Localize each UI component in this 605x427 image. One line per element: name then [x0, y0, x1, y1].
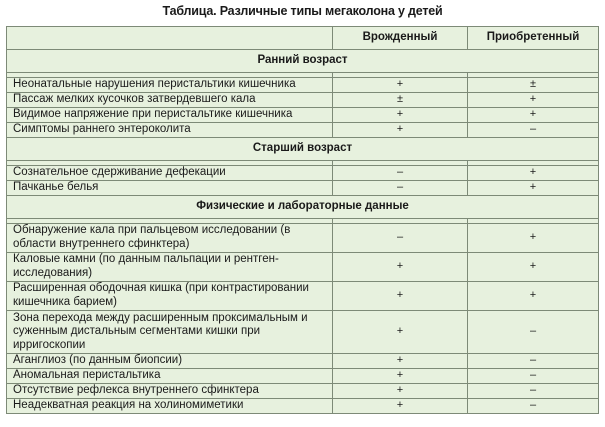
acquired-value: – — [468, 399, 599, 414]
table-row — [7, 399, 599, 414]
row-name: Неадекватная реакция на холиномиметики — [7, 399, 333, 414]
acquired-value: + — [468, 181, 599, 196]
table-row — [7, 311, 599, 354]
acquired-value: + — [468, 224, 599, 253]
table-row — [7, 123, 599, 138]
acquired-value: – — [468, 369, 599, 384]
row-name: Отсутствие рефлекса внутреннего сфинктера — [7, 384, 333, 399]
acquired-value: + — [468, 108, 599, 123]
section-row-early-age — [7, 50, 599, 73]
header-row — [7, 27, 599, 50]
acquired-value: + — [468, 282, 599, 311]
table-row — [7, 93, 599, 108]
section-row-older-age — [7, 138, 599, 161]
table-row — [7, 282, 599, 311]
congenital-value: + — [333, 384, 468, 399]
congenital-value: + — [333, 253, 468, 282]
acquired-value: ± — [468, 78, 599, 93]
row-name: Симптомы раннего энтероколита — [7, 123, 333, 138]
congenital-value: + — [333, 108, 468, 123]
row-name: Аганглиоз (по данным биопсии) — [7, 354, 333, 369]
table-row — [7, 354, 599, 369]
congenital-value: + — [333, 282, 468, 311]
row-name: Пачканье белья — [7, 181, 333, 196]
table-row — [7, 384, 599, 399]
congenital-value: + — [333, 78, 468, 93]
table-row — [7, 78, 599, 93]
row-name: Расширенная ободочная кишка (при контрастировании кишечника барием) — [7, 282, 333, 311]
congenital-value: ± — [333, 93, 468, 108]
congenital-value: + — [333, 369, 468, 384]
congenital-value: + — [333, 311, 468, 354]
table-row — [7, 369, 599, 384]
table-title: Таблица. Различные типы мегаколона у детей — [162, 4, 443, 18]
row-name: Сознательное сдерживание дефекации — [7, 166, 333, 181]
acquired-value: + — [468, 93, 599, 108]
row-name: Обнаружение кала при пальцевом исследовании (в области внутреннего сфинктера) — [7, 224, 333, 253]
row-name: Каловые камни (по данным пальпации и рентген-исследования) — [7, 253, 333, 282]
acquired-value: – — [468, 123, 599, 138]
congenital-value: + — [333, 123, 468, 138]
row-name: Зона перехода между расширенным проксимальным и суженным дистальным сегментами кишки при ирригоскопии — [7, 311, 333, 354]
section-title: Ранний возраст — [7, 50, 599, 73]
megacolon-table — [6, 26, 599, 414]
row-name: Видимое напряжение при перистальтике кишечника — [7, 108, 333, 123]
table-row — [7, 166, 599, 181]
table-row — [7, 181, 599, 196]
row-name: Аномальная перистальтика — [7, 369, 333, 384]
table-row — [7, 253, 599, 282]
acquired-value: – — [468, 384, 599, 399]
section-title: Старший возраст — [7, 138, 599, 161]
congenital-value: – — [333, 224, 468, 253]
table-row — [7, 108, 599, 123]
section-title: Физические и лабораторные данные — [7, 196, 599, 219]
congenital-value: + — [333, 354, 468, 369]
acquired-value: + — [468, 253, 599, 282]
row-name: Неонатальные нарушения перистальтики кишечника — [7, 78, 333, 93]
row-name: Пассаж мелких кусочков затвердевшего кала — [7, 93, 333, 108]
section-row-physical-lab — [7, 196, 599, 219]
header-congenital: Врожденный — [333, 27, 468, 50]
congenital-value: – — [333, 181, 468, 196]
acquired-value: – — [468, 311, 599, 354]
header-empty-cell — [7, 27, 333, 50]
table-row — [7, 224, 599, 253]
congenital-value: + — [333, 399, 468, 414]
congenital-value: – — [333, 166, 468, 181]
header-acquired: Приобретенный — [468, 27, 599, 50]
acquired-value: – — [468, 354, 599, 369]
acquired-value: + — [468, 166, 599, 181]
